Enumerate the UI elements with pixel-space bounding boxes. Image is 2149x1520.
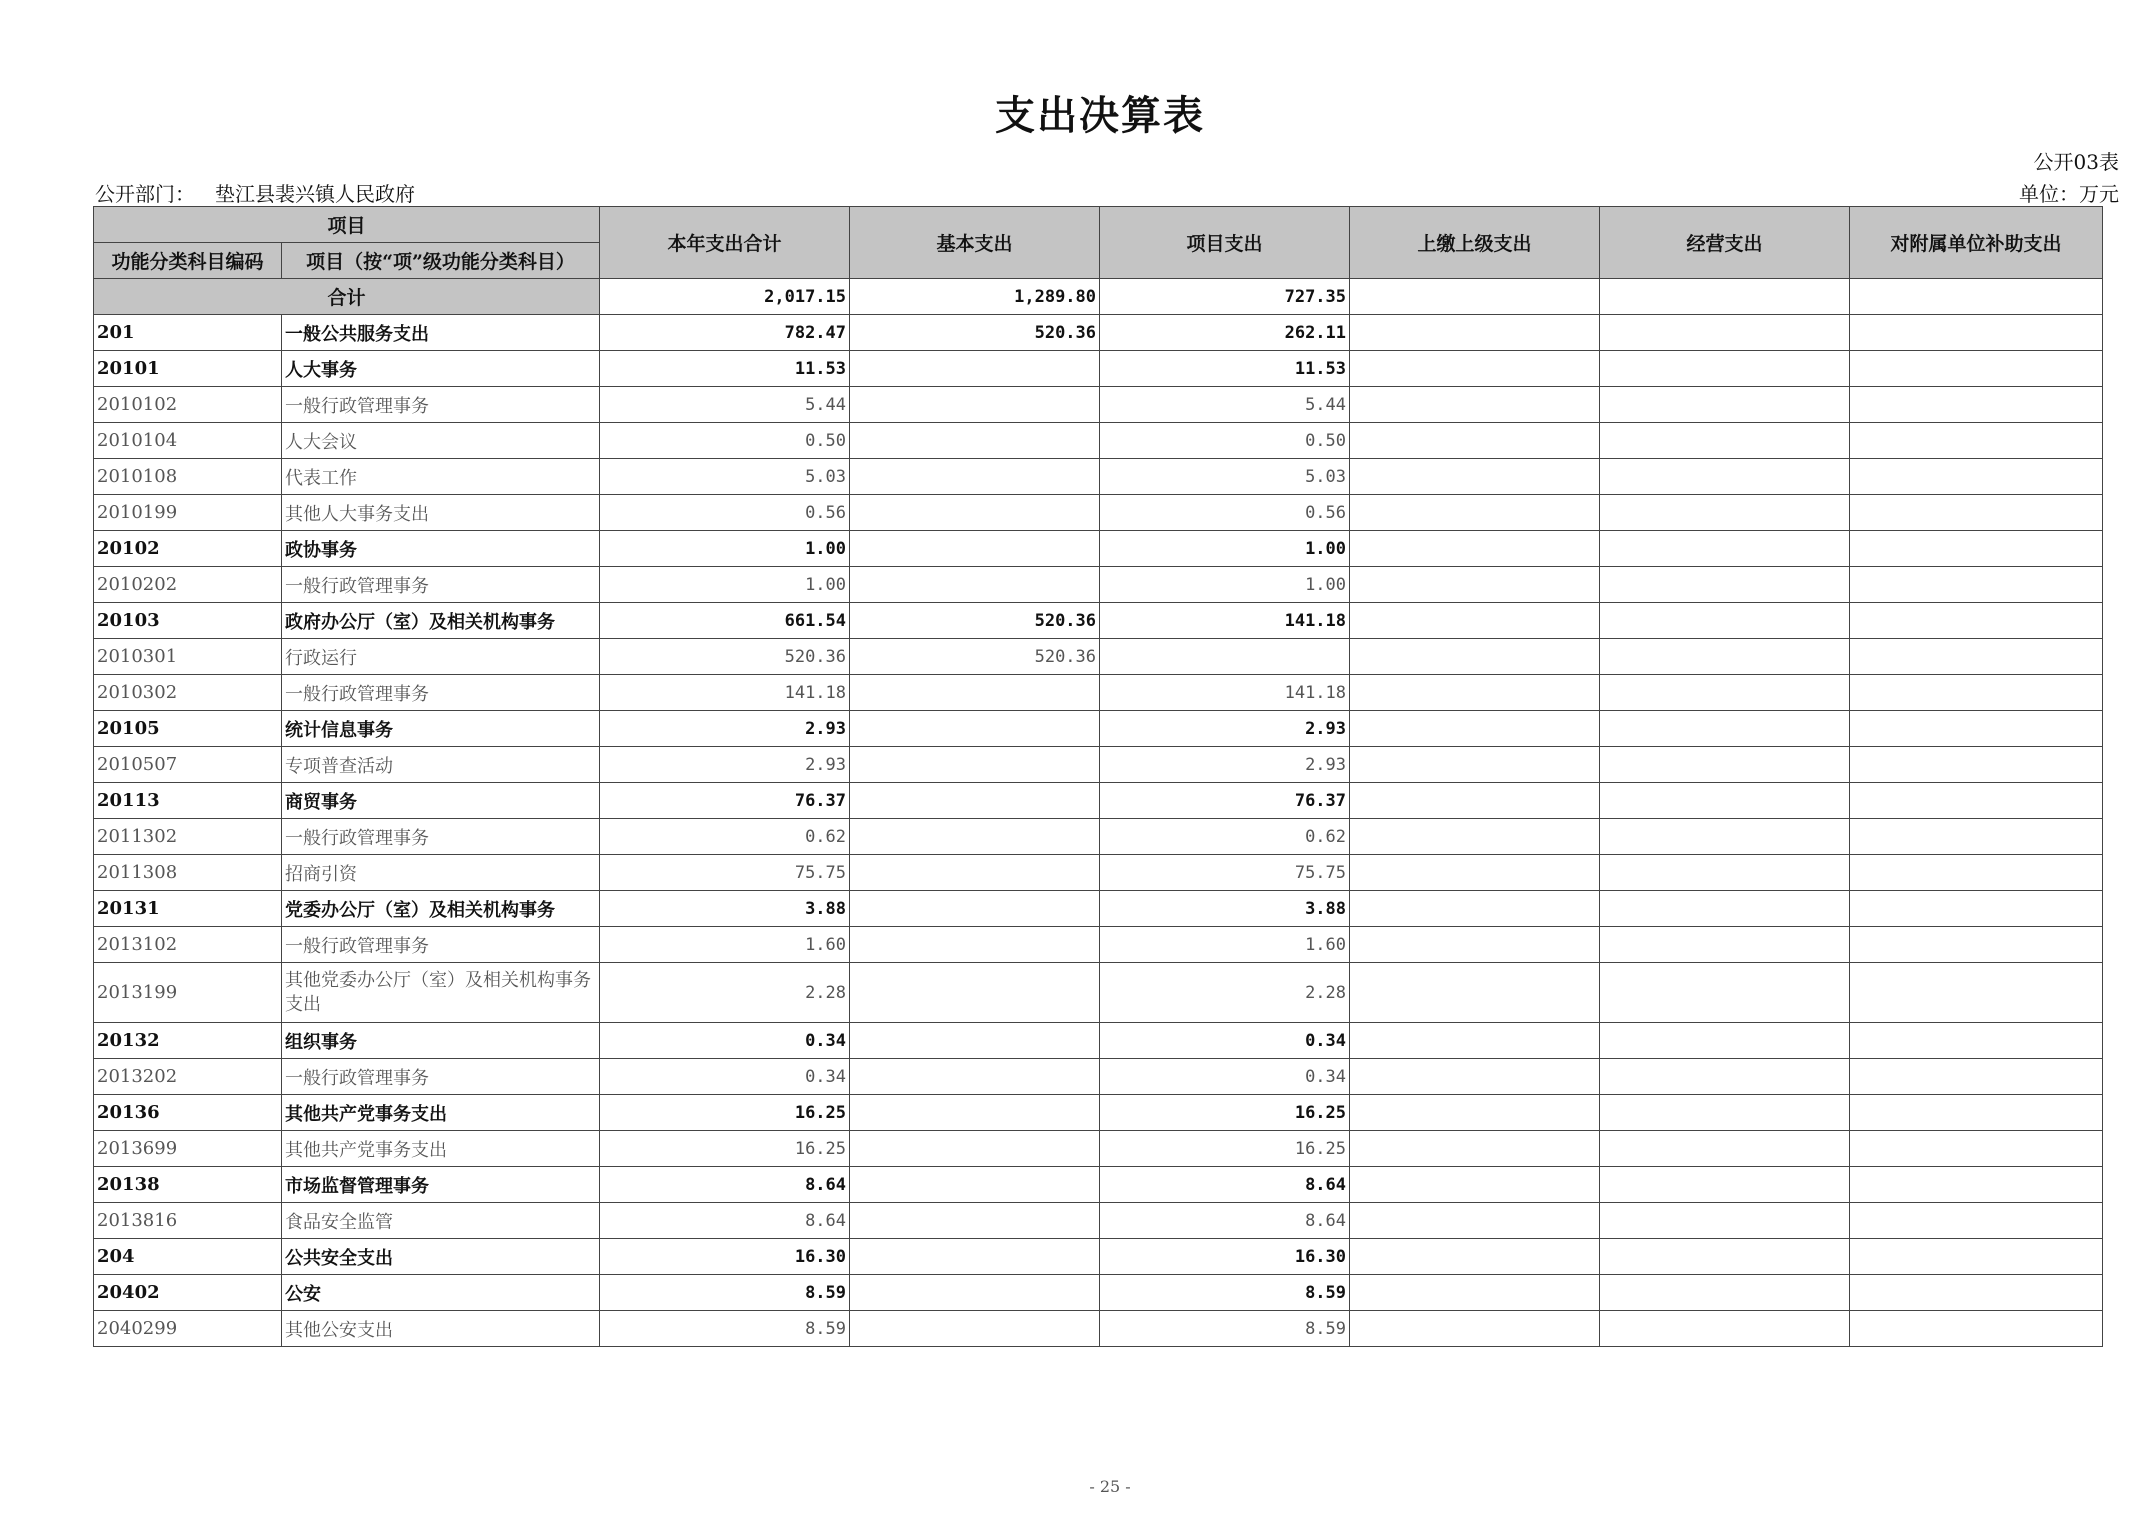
row-business xyxy=(1600,1167,1850,1203)
row-basic xyxy=(850,387,1100,423)
row-total: 8.64 xyxy=(600,1203,850,1239)
row-name: 一般行政管理事务 xyxy=(282,675,600,711)
row-name: 其他党委办公厅（室）及相关机构事务支出 xyxy=(282,963,600,1023)
row-subsidy xyxy=(1850,1275,2103,1311)
header-item-group: 项目 xyxy=(94,207,600,243)
row-upper xyxy=(1350,639,1600,675)
table-row xyxy=(94,747,2103,783)
table-row xyxy=(94,891,2103,927)
row-total: 2.93 xyxy=(600,747,850,783)
row-name: 人大会议 xyxy=(282,423,600,459)
row-project: 1.60 xyxy=(1100,927,1350,963)
row-basic xyxy=(850,1131,1100,1167)
row-total: 1.00 xyxy=(600,531,850,567)
table-row xyxy=(94,711,2103,747)
table-row xyxy=(94,927,2103,963)
total-subsidy xyxy=(1850,279,2103,315)
row-total: 5.03 xyxy=(600,459,850,495)
row-code: 2010104 xyxy=(94,423,282,459)
row-business xyxy=(1600,783,1850,819)
table-row xyxy=(94,1239,2103,1275)
table-row xyxy=(94,459,2103,495)
row-project: 2.93 xyxy=(1100,747,1350,783)
row-project: 1.00 xyxy=(1100,531,1350,567)
row-total: 1.00 xyxy=(600,567,850,603)
row-business xyxy=(1600,819,1850,855)
row-name: 一般行政管理事务 xyxy=(282,387,600,423)
row-total: 8.64 xyxy=(600,1167,850,1203)
row-upper xyxy=(1350,531,1600,567)
row-code: 20138 xyxy=(94,1167,282,1203)
row-subsidy xyxy=(1850,1059,2103,1095)
unit-label: 单位：万元 xyxy=(2019,182,2119,206)
row-upper xyxy=(1350,423,1600,459)
row-name: 市场监督管理事务 xyxy=(282,1167,600,1203)
row-upper xyxy=(1350,783,1600,819)
header-code: 功能分类科目编码 xyxy=(94,243,282,279)
row-code: 201 xyxy=(94,315,282,351)
row-name: 政府办公厅（室）及相关机构事务 xyxy=(282,603,600,639)
row-total: 8.59 xyxy=(600,1275,850,1311)
table-row xyxy=(94,567,2103,603)
row-code: 2013202 xyxy=(94,1059,282,1095)
row-total: 11.53 xyxy=(600,351,850,387)
row-name: 一般行政管理事务 xyxy=(282,567,600,603)
row-subsidy xyxy=(1850,1131,2103,1167)
row-upper xyxy=(1350,603,1600,639)
row-subsidy xyxy=(1850,459,2103,495)
row-upper xyxy=(1350,963,1600,1023)
row-basic xyxy=(850,747,1100,783)
row-upper xyxy=(1350,495,1600,531)
row-name: 招商引资 xyxy=(282,855,600,891)
row-upper xyxy=(1350,1275,1600,1311)
row-business xyxy=(1600,1095,1850,1131)
expenditure-table xyxy=(93,206,2103,1347)
row-name: 食品安全监管 xyxy=(282,1203,600,1239)
header-business: 经营支出 xyxy=(1600,207,1850,279)
row-project: 3.88 xyxy=(1100,891,1350,927)
table-row xyxy=(94,495,2103,531)
table-row xyxy=(94,1311,2103,1347)
row-subsidy xyxy=(1850,603,2103,639)
row-basic xyxy=(850,927,1100,963)
total-basic: 1,289.80 xyxy=(850,279,1100,315)
row-total: 3.88 xyxy=(600,891,850,927)
row-business xyxy=(1600,1131,1850,1167)
row-basic xyxy=(850,423,1100,459)
row-subsidy xyxy=(1850,423,2103,459)
row-project: 16.25 xyxy=(1100,1131,1350,1167)
row-total: 5.44 xyxy=(600,387,850,423)
table-row xyxy=(94,315,2103,351)
row-name: 党委办公厅（室）及相关机构事务 xyxy=(282,891,600,927)
table-row xyxy=(94,351,2103,387)
total-row xyxy=(94,279,2103,315)
row-business xyxy=(1600,891,1850,927)
row-name: 人大事务 xyxy=(282,351,600,387)
row-upper xyxy=(1350,1311,1600,1347)
row-name: 政协事务 xyxy=(282,531,600,567)
table-row xyxy=(94,1059,2103,1095)
table-row xyxy=(94,1023,2103,1059)
row-upper xyxy=(1350,855,1600,891)
row-code: 20102 xyxy=(94,531,282,567)
row-code: 2010301 xyxy=(94,639,282,675)
row-basic xyxy=(850,1023,1100,1059)
row-subsidy xyxy=(1850,1167,2103,1203)
row-code: 2010102 xyxy=(94,387,282,423)
row-basic xyxy=(850,1275,1100,1311)
row-upper xyxy=(1350,459,1600,495)
row-total: 2.93 xyxy=(600,711,850,747)
row-total: 0.56 xyxy=(600,495,850,531)
row-business xyxy=(1600,315,1850,351)
row-total: 2.28 xyxy=(600,963,850,1023)
row-code: 2011308 xyxy=(94,855,282,891)
row-basic: 520.36 xyxy=(850,315,1100,351)
row-subsidy xyxy=(1850,387,2103,423)
row-subsidy xyxy=(1850,927,2103,963)
page-number: - 25 - xyxy=(1089,1477,1131,1496)
row-project: 5.44 xyxy=(1100,387,1350,423)
table-row xyxy=(94,963,2103,1023)
header-project: 项目支出 xyxy=(1100,207,1350,279)
row-business xyxy=(1600,675,1850,711)
row-name: 专项普查活动 xyxy=(282,747,600,783)
row-basic: 520.36 xyxy=(850,603,1100,639)
row-basic xyxy=(850,495,1100,531)
row-name: 一般公共服务支出 xyxy=(282,315,600,351)
row-project: 8.59 xyxy=(1100,1311,1350,1347)
table-row xyxy=(94,423,2103,459)
row-business xyxy=(1600,423,1850,459)
row-project: 8.64 xyxy=(1100,1167,1350,1203)
row-business xyxy=(1600,639,1850,675)
row-project: 141.18 xyxy=(1100,603,1350,639)
row-name: 一般行政管理事务 xyxy=(282,1059,600,1095)
row-total: 16.25 xyxy=(600,1131,850,1167)
row-code: 20136 xyxy=(94,1095,282,1131)
table-row xyxy=(94,819,2103,855)
row-total: 0.62 xyxy=(600,819,850,855)
row-subsidy xyxy=(1850,711,2103,747)
row-business xyxy=(1600,495,1850,531)
row-business xyxy=(1600,603,1850,639)
page-title: 支出决算表 xyxy=(995,92,1205,139)
row-basic xyxy=(850,1059,1100,1095)
row-basic xyxy=(850,963,1100,1023)
row-basic xyxy=(850,351,1100,387)
row-basic xyxy=(850,819,1100,855)
row-code: 2010202 xyxy=(94,567,282,603)
row-code: 20105 xyxy=(94,711,282,747)
header-name: 项目（按“项”级功能分类科目） xyxy=(282,243,600,279)
row-business xyxy=(1600,531,1850,567)
row-name: 一般行政管理事务 xyxy=(282,819,600,855)
total-business xyxy=(1600,279,1850,315)
total-upper xyxy=(1350,279,1600,315)
row-code: 2010108 xyxy=(94,459,282,495)
row-total: 1.60 xyxy=(600,927,850,963)
row-project: 76.37 xyxy=(1100,783,1350,819)
row-name: 其他共产党事务支出 xyxy=(282,1095,600,1131)
row-subsidy xyxy=(1850,747,2103,783)
row-project: 0.56 xyxy=(1100,495,1350,531)
row-total: 0.34 xyxy=(600,1059,850,1095)
row-subsidy xyxy=(1850,1095,2103,1131)
row-upper xyxy=(1350,351,1600,387)
row-code: 20131 xyxy=(94,891,282,927)
row-subsidy xyxy=(1850,855,2103,891)
row-upper xyxy=(1350,675,1600,711)
row-upper xyxy=(1350,567,1600,603)
row-total: 0.34 xyxy=(600,1023,850,1059)
row-code: 2013816 xyxy=(94,1203,282,1239)
row-basic: 520.36 xyxy=(850,639,1100,675)
row-business xyxy=(1600,1203,1850,1239)
row-business xyxy=(1600,387,1850,423)
row-subsidy xyxy=(1850,639,2103,675)
row-name: 公安 xyxy=(282,1275,600,1311)
row-subsidy xyxy=(1850,783,2103,819)
row-total: 8.59 xyxy=(600,1311,850,1347)
row-basic xyxy=(850,855,1100,891)
row-subsidy xyxy=(1850,675,2103,711)
row-upper xyxy=(1350,1059,1600,1095)
row-upper xyxy=(1350,1095,1600,1131)
row-upper xyxy=(1350,387,1600,423)
row-project: 141.18 xyxy=(1100,675,1350,711)
table-row xyxy=(94,1167,2103,1203)
row-upper xyxy=(1350,927,1600,963)
row-project: 0.50 xyxy=(1100,423,1350,459)
row-name: 其他人大事务支出 xyxy=(282,495,600,531)
row-code: 2010507 xyxy=(94,747,282,783)
row-subsidy xyxy=(1850,567,2103,603)
row-upper xyxy=(1350,1239,1600,1275)
row-upper xyxy=(1350,1131,1600,1167)
row-project: 5.03 xyxy=(1100,459,1350,495)
row-basic xyxy=(850,1239,1100,1275)
row-code: 2013199 xyxy=(94,963,282,1023)
row-project: 0.34 xyxy=(1100,1059,1350,1095)
row-subsidy xyxy=(1850,351,2103,387)
row-code: 20101 xyxy=(94,351,282,387)
table-row xyxy=(94,675,2103,711)
row-upper xyxy=(1350,819,1600,855)
row-basic xyxy=(850,675,1100,711)
row-project: 11.53 xyxy=(1100,351,1350,387)
row-business xyxy=(1600,459,1850,495)
row-total: 16.30 xyxy=(600,1239,850,1275)
row-basic xyxy=(850,1311,1100,1347)
row-name: 商贸事务 xyxy=(282,783,600,819)
row-code: 2010199 xyxy=(94,495,282,531)
row-basic xyxy=(850,711,1100,747)
row-code: 2013699 xyxy=(94,1131,282,1167)
row-code: 204 xyxy=(94,1239,282,1275)
row-project: 2.28 xyxy=(1100,963,1350,1023)
row-project: 2.93 xyxy=(1100,711,1350,747)
row-project xyxy=(1100,639,1350,675)
row-name: 组织事务 xyxy=(282,1023,600,1059)
total-sum: 2,017.15 xyxy=(600,279,850,315)
total-project: 727.35 xyxy=(1100,279,1350,315)
row-project: 0.62 xyxy=(1100,819,1350,855)
row-upper xyxy=(1350,1023,1600,1059)
row-total: 0.50 xyxy=(600,423,850,459)
row-name: 统计信息事务 xyxy=(282,711,600,747)
table-row xyxy=(94,531,2103,567)
row-name: 其他公安支出 xyxy=(282,1311,600,1347)
form-number: 公开03表 xyxy=(2033,150,2119,174)
total-label: 合计 xyxy=(94,279,600,315)
row-basic xyxy=(850,459,1100,495)
row-subsidy xyxy=(1850,1203,2103,1239)
row-basic xyxy=(850,531,1100,567)
row-basic xyxy=(850,891,1100,927)
row-business xyxy=(1600,351,1850,387)
row-business xyxy=(1600,855,1850,891)
row-name: 其他共产党事务支出 xyxy=(282,1131,600,1167)
row-subsidy xyxy=(1850,531,2103,567)
row-business xyxy=(1600,1275,1850,1311)
row-project: 1.00 xyxy=(1100,567,1350,603)
row-total: 782.47 xyxy=(600,315,850,351)
row-subsidy xyxy=(1850,1239,2103,1275)
row-code: 20402 xyxy=(94,1275,282,1311)
row-subsidy xyxy=(1850,495,2103,531)
row-upper xyxy=(1350,891,1600,927)
row-code: 2011302 xyxy=(94,819,282,855)
row-project: 75.75 xyxy=(1100,855,1350,891)
row-basic xyxy=(850,783,1100,819)
row-basic xyxy=(850,1095,1100,1131)
row-total: 141.18 xyxy=(600,675,850,711)
row-subsidy xyxy=(1850,963,2103,1023)
row-business xyxy=(1600,567,1850,603)
row-upper xyxy=(1350,1167,1600,1203)
row-subsidy xyxy=(1850,1311,2103,1347)
row-project: 16.25 xyxy=(1100,1095,1350,1131)
table-row xyxy=(94,1095,2103,1131)
row-total: 75.75 xyxy=(600,855,850,891)
row-upper xyxy=(1350,747,1600,783)
row-business xyxy=(1600,1059,1850,1095)
row-upper xyxy=(1350,711,1600,747)
row-total: 76.37 xyxy=(600,783,850,819)
row-total: 16.25 xyxy=(600,1095,850,1131)
header-subsidy: 对附属单位补助支出 xyxy=(1850,207,2103,279)
row-project: 16.30 xyxy=(1100,1239,1350,1275)
row-code: 20103 xyxy=(94,603,282,639)
row-project: 8.59 xyxy=(1100,1275,1350,1311)
row-total: 520.36 xyxy=(600,639,850,675)
row-project: 0.34 xyxy=(1100,1023,1350,1059)
row-business xyxy=(1600,1023,1850,1059)
table-row xyxy=(94,855,2103,891)
header-total: 本年支出合计 xyxy=(600,207,850,279)
row-upper xyxy=(1350,1203,1600,1239)
department-line xyxy=(95,178,415,207)
row-code: 20113 xyxy=(94,783,282,819)
row-subsidy xyxy=(1850,891,2103,927)
row-total: 661.54 xyxy=(600,603,850,639)
row-code: 2040299 xyxy=(94,1311,282,1347)
row-business xyxy=(1600,711,1850,747)
row-code: 2013102 xyxy=(94,927,282,963)
table-row xyxy=(94,639,2103,675)
row-business xyxy=(1600,1239,1850,1275)
row-business xyxy=(1600,747,1850,783)
table-row xyxy=(94,387,2103,423)
table-row xyxy=(94,603,2103,639)
header-upper: 上缴上级支出 xyxy=(1350,207,1600,279)
row-project: 8.64 xyxy=(1100,1203,1350,1239)
row-subsidy xyxy=(1850,819,2103,855)
row-basic xyxy=(850,1167,1100,1203)
row-basic xyxy=(850,1203,1100,1239)
row-name: 公共安全支出 xyxy=(282,1239,600,1275)
row-name: 行政运行 xyxy=(282,639,600,675)
table-row xyxy=(94,1131,2103,1167)
row-business xyxy=(1600,963,1850,1023)
department-label: 公开部门： xyxy=(95,182,195,206)
row-upper xyxy=(1350,315,1600,351)
row-subsidy xyxy=(1850,1023,2103,1059)
row-name: 代表工作 xyxy=(282,459,600,495)
row-code: 20132 xyxy=(94,1023,282,1059)
header-basic: 基本支出 xyxy=(850,207,1100,279)
table-row xyxy=(94,1275,2103,1311)
row-business xyxy=(1600,927,1850,963)
row-project: 262.11 xyxy=(1100,315,1350,351)
row-subsidy xyxy=(1850,315,2103,351)
table-row xyxy=(94,783,2103,819)
row-business xyxy=(1600,1311,1850,1347)
row-basic xyxy=(850,567,1100,603)
row-name: 一般行政管理事务 xyxy=(282,927,600,963)
table-row xyxy=(94,1203,2103,1239)
row-code: 2010302 xyxy=(94,675,282,711)
department-value: 垫江县裴兴镇人民政府 xyxy=(215,182,415,206)
